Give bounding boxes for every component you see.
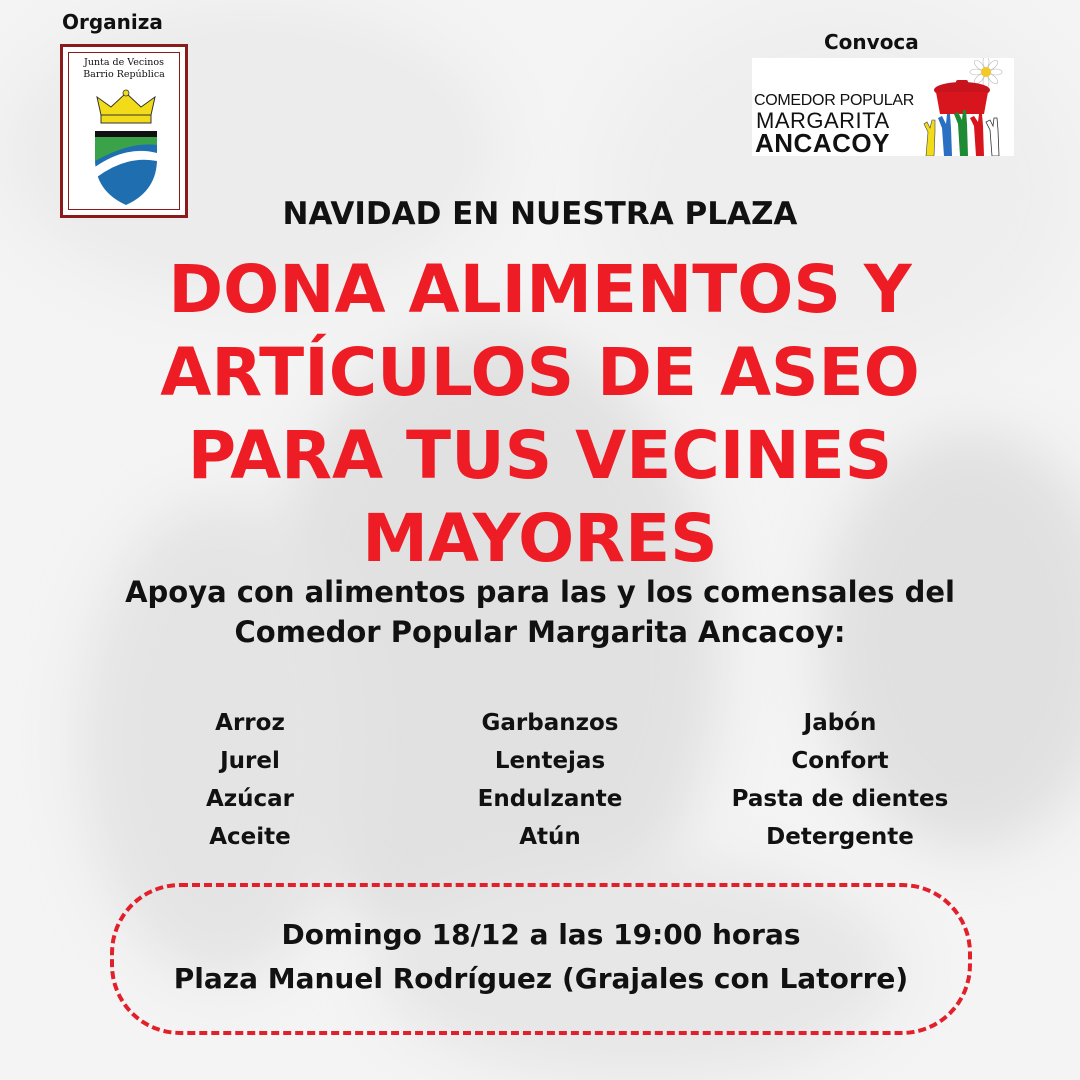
junta-vecinos-logo <box>60 44 188 218</box>
list-item: Atún <box>519 824 581 850</box>
headline-line: DONA ALIMENTOS Y <box>168 251 912 328</box>
support-text <box>0 572 1080 652</box>
headline <box>0 248 1080 580</box>
headline-line: MAYORES <box>362 500 718 577</box>
conv-logo-line3: ANCACOY <box>755 128 890 158</box>
list-item: Jabón <box>803 710 877 736</box>
conv-logo-line2: MARGARITA <box>756 108 890 133</box>
headline-line: ARTÍCULOS DE ASEO <box>160 334 920 411</box>
headline-line: PARA TUS VECINES <box>187 417 893 494</box>
items-column-hygiene <box>725 704 955 856</box>
list-item: Detergente <box>766 824 914 850</box>
list-item: Jurel <box>220 748 280 774</box>
list-item: Pasta de dientes <box>731 786 949 812</box>
org-logo-line2: Barrio República <box>83 69 165 80</box>
list-item: Aceite <box>209 824 291 850</box>
list-item: Endulzante <box>477 786 623 812</box>
event-date-time: Domingo 18/12 a las 19:00 horas <box>281 918 801 951</box>
support-line: Apoya con alimentos para las y los comensales del <box>125 575 955 609</box>
event-location: Plaza Manuel Rodríguez (Grajales con Latorre) <box>173 962 909 995</box>
crown-shield-icon <box>81 87 171 209</box>
items-column-legumes <box>440 704 660 856</box>
conv-logo-line1: COMEDOR POPULAR <box>754 92 914 109</box>
org-logo-line1: Junta de Vecinos <box>84 57 164 68</box>
pot-hands-icon <box>920 58 1014 156</box>
items-column-staples <box>150 704 350 856</box>
list-item: Garbanzos <box>481 710 619 736</box>
convoca-label: Convoca <box>824 30 919 54</box>
comedor-popular-logo <box>752 58 1014 156</box>
organiza-label: Organiza <box>62 10 163 34</box>
list-item: Confort <box>791 748 889 774</box>
list-item: Azúcar <box>205 786 295 812</box>
support-line: Comedor Popular Margarita Ancacoy: <box>234 615 846 649</box>
event-details-box <box>110 883 972 1035</box>
list-item: Lentejas <box>494 748 606 774</box>
event-title: NAVIDAD EN NUESTRA PLAZA <box>282 196 798 232</box>
list-item: Arroz <box>215 710 285 736</box>
